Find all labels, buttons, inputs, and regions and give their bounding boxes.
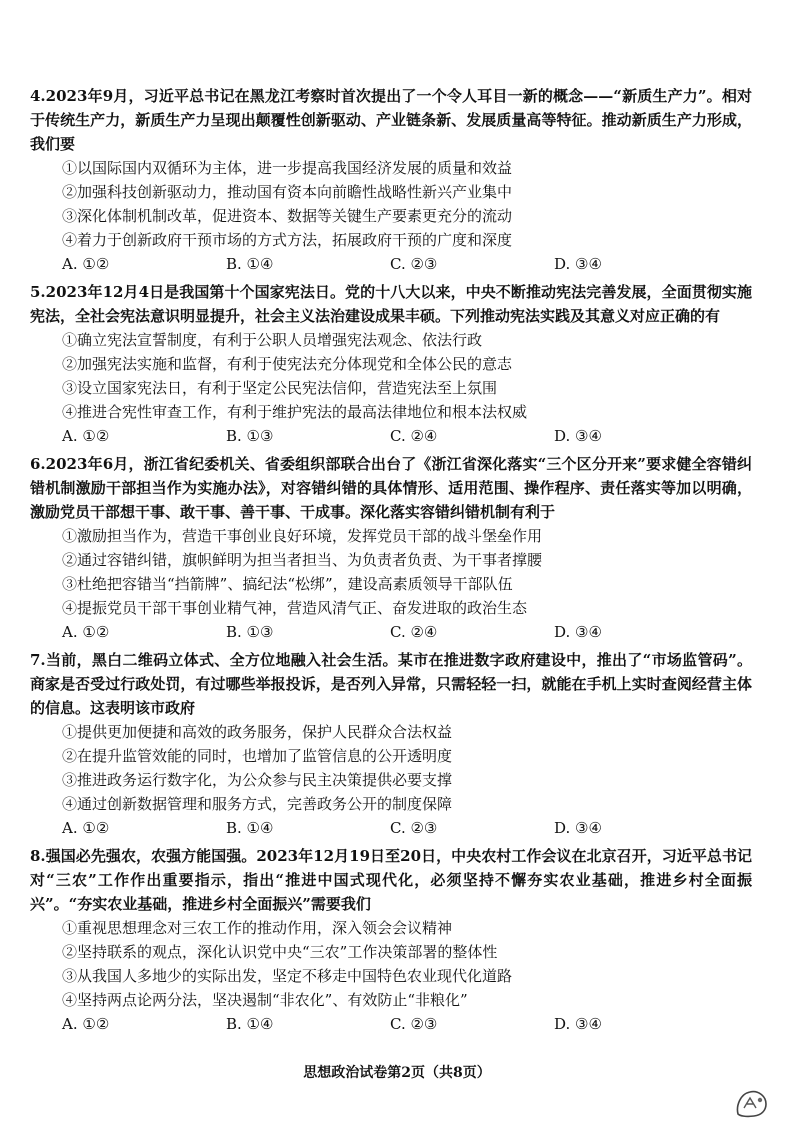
statement-option: ②在提升监管效能的同时，也增加了监管信息的公开透明度 <box>62 747 453 765</box>
question-5 <box>30 280 752 448</box>
question-stem <box>30 280 752 328</box>
statement-option: ①确立宪法宣誓制度，有利于公职人员增强宪法观念、依法行政 <box>62 331 483 349</box>
statement-option: ④通过创新数据管理和服务方式，完善政务公开的制度保障 <box>62 795 453 813</box>
question-number: 8. <box>30 847 46 865</box>
answer-choice: B. ①④ <box>226 255 274 273</box>
question-stem <box>30 844 752 916</box>
answer-choice: C. ②③ <box>390 255 438 273</box>
question-list <box>30 84 752 1040</box>
answer-choices <box>30 424 752 448</box>
question-7 <box>30 648 752 840</box>
statement-option: ①重视思想理念对三农工作的推动作用，深入领会会议精神 <box>62 919 453 937</box>
question-stem <box>30 648 752 720</box>
question-number: 6. <box>30 455 46 473</box>
statement-option: ②加强宪法实施和监督，有利于使宪法充分体现党和全体公民的意志 <box>62 355 513 373</box>
statement-option: ②坚持联系的观点，深化认识党中央“三农”工作决策部署的整体性 <box>62 943 498 961</box>
statement-option: ③杜绝把容错当“挡箭牌”、搞纪法“松绑”，建设高素质领导干部队伍 <box>62 575 513 593</box>
answer-choice: B. ①④ <box>226 1015 274 1033</box>
statement-option: ③设立国家宪法日，有利于坚定公民宪法信仰，营造宪法至上氛围 <box>62 379 498 397</box>
answer-choice: C. ②③ <box>390 819 438 837</box>
statement-option: ②通过容错纠错，旗帜鲜明为担当者担当、为负责者负责、为干事者撑腰 <box>62 551 543 569</box>
answer-choice: A. ①② <box>62 255 110 273</box>
statement-option: ②加强科技创新驱动力，推动国有资本向前瞻性战略性新兴产业集中 <box>62 183 513 201</box>
answer-choice: A. ①② <box>62 623 110 641</box>
statement-option: ④推进合宪性审查工作，有利于维护宪法的最高法律地位和根本法权威 <box>62 403 528 421</box>
answer-choice: C. ②④ <box>390 623 438 641</box>
question-number: 5. <box>30 283 46 301</box>
statement-option: ④坚持两点论两分法，坚决遏制“非农化”、有效防止“非粮化” <box>62 991 468 1009</box>
statement-option: ①提供更加便捷和高效的政务服务，保护人民群众合法权益 <box>62 723 453 741</box>
answer-choice: A. ①② <box>62 1015 110 1033</box>
question-4 <box>30 84 752 276</box>
answer-choice: C. ②④ <box>390 427 438 445</box>
page-footer: 思想政治试卷第2页（共8页） <box>303 1065 491 1081</box>
answer-choices <box>30 816 752 840</box>
question-text: 2023年6月，浙江省纪委机关、省委组织部联合出台了《浙江省深化落实“三个区分开来”要求健全容错纠错机制激励干部担当作为实施办法》，对容错纠错的具体情形、适用范围、操作程序、责任落实等加以明确，激励党员干部想干事、敢干事、善干事、干成事。深化落实容错纠错机制有利于 <box>30 455 752 521</box>
answer-choices <box>30 252 752 276</box>
statement-option: ③深化体制机制改革，促进资本、数据等关键生产要素更充分的流动 <box>62 207 513 225</box>
question-stem <box>30 84 752 156</box>
question-text: 强国必先强农，农强方能国强。2023年12月19日至20日，中央农村工作会议在北京召开，习近平总书记对“三农”工作作出重要指示，指出“推进中国式现代化，必须坚持不懈夯实农业基础，推进乡村全面振兴”。“夯实农业基础，推进乡村全面振兴”需要我们 <box>30 847 752 913</box>
question-text: 2023年9月，习近平总书记在黑龙江考察时首次提出了一个令人耳目一新的概念——“新质生产力”。相对于传统生产力，新质生产力呈现出颠覆性创新驱动、产业链条新、发展质量高等特征。推动新质生产力形成，我们要 <box>30 87 752 153</box>
answer-choice: B. ①③ <box>226 623 274 641</box>
question-6 <box>30 452 752 644</box>
answer-choice: D. ③④ <box>554 255 602 273</box>
statement-option: ①以国际国内双循环为主体，进一步提高我国经济发展的质量和效益 <box>62 159 513 177</box>
answer-choices <box>30 620 752 644</box>
question-number: 7. <box>30 651 46 669</box>
answer-choice: A. ①② <box>62 819 110 837</box>
statement-option: ①激励担当作为，营造干事创业良好环境，发挥党员干部的战斗堡垒作用 <box>62 527 543 545</box>
question-text: 2023年12月4日是我国第十个国家宪法日。党的十八大以来，中央不断推动宪法完善发展，全面贯彻实施宪法，全社会宪法意识明显提升，社会主义法治建设成果丰硕。下列推动宪法实践及其意义对应正确的有 <box>30 283 752 325</box>
answer-choices <box>30 1012 752 1036</box>
question-8 <box>30 844 752 1036</box>
scanner-watermark-icon <box>732 1088 772 1118</box>
statement-option: ③推进政务运行数字化，为公众参与民主决策提供必要支撑 <box>62 771 453 789</box>
answer-choice: D. ③④ <box>554 819 602 837</box>
question-number: 4. <box>30 87 46 105</box>
question-text: 当前，黑白二维码立体式、全方位地融入社会生活。某市在推进数字政府建设中，推出了“市场监管码”。商家是否受过行政处罚，有过哪些举报投诉，是否列入异常，只需轻轻一扫，就能在手机上实时查阅经营主体的信息。这表明该市政府 <box>30 651 752 717</box>
answer-choice: D. ③④ <box>554 623 602 641</box>
answer-choice: B. ①③ <box>226 427 274 445</box>
answer-choice: B. ①④ <box>226 819 274 837</box>
statement-option: ③从我国人多地少的实际出发，坚定不移走中国特色农业现代化道路 <box>62 967 513 985</box>
answer-choice: A. ①② <box>62 427 110 445</box>
answer-choice: D. ③④ <box>554 1015 602 1033</box>
answer-choice: D. ③④ <box>554 427 602 445</box>
question-stem <box>30 452 752 524</box>
answer-choice: C. ②③ <box>390 1015 438 1033</box>
statement-option: ④着力于创新政府干预市场的方式方法，拓展政府干预的广度和深度 <box>62 231 513 249</box>
statement-option: ④提振党员干部干事创业精气神，营造风清气正、奋发进取的政治生态 <box>62 599 528 617</box>
